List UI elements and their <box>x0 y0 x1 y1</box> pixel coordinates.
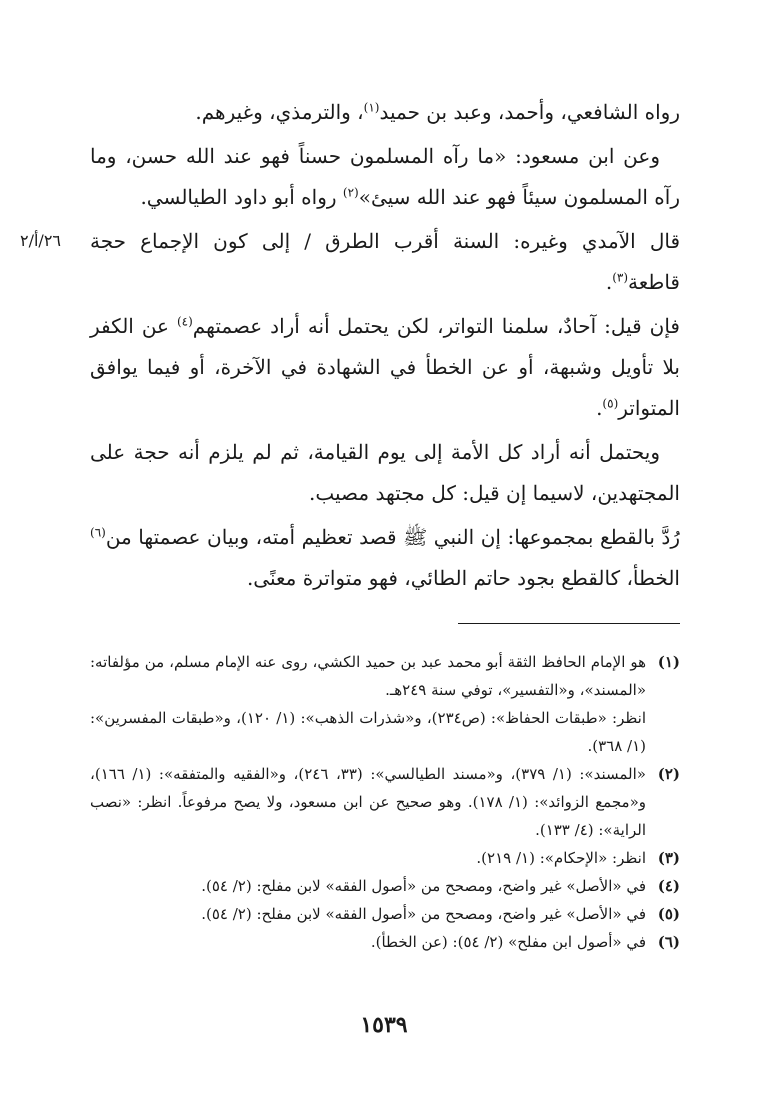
footnote-5 <box>90 900 680 928</box>
paragraph-text: ويحتمل أنه أراد كل الأمة إلى يوم القيامة، ثم لم يلزم أنه حجة على المجتهدين، لاسيما إن قيل: كل مجتهد مصيب. <box>90 440 680 505</box>
footnote-4 <box>90 872 680 900</box>
paragraph-5 <box>90 432 680 514</box>
footnote-text: هو الإمام الحافظ الثقة أبو محمد عبد بن حميد الكشي، روى عنه الإمام مسلم، من مؤلفاته: «المسند»، و«التفسير»، توفي سنة ٢٤٩هـ. <box>90 653 646 699</box>
paragraph-text: فإن قيل: آحادٌ، سلمنا التواتر، لكن يحتمل أنه أراد عصمتهم <box>192 314 680 338</box>
paragraph-text: رواه الشافعي، وأحمد، وعبد بن حميد <box>379 100 680 124</box>
footnote-text: انظر: «طبقات الحفاظ»: (ص٢٣٤)، و«شذرات الذهب»: (١/ ١٢٠)، و«طبقات المفسرين»: (١/ ٣٦٨). <box>90 709 647 755</box>
paragraph-2 <box>90 136 680 218</box>
footnote-number: (٤) <box>657 877 680 895</box>
footnote-text: في «الأصل» غير واضح، ومصحح من «أصول الفقه» لابن مفلح: (٢/ ٥٤). <box>201 905 646 923</box>
paragraph-text: قال الآمدي وغيره: السنة أقرب الطرق / إلى كون الإجماع حجة قاطعة <box>90 229 680 294</box>
footnote-text: في «أصول ابن مفلح» (٢/ ٥٤): (عن الخطأ). <box>370 933 646 951</box>
manuscript-folio-note: ٢٦/أ/٢ <box>20 231 62 250</box>
paragraph-text: وعن ابن مسعود: «ما رآه المسلمون حسناً فهو عند الله حسن، وما رآه المسلمون سيئاً فهو عند الله سيئ» <box>90 144 680 209</box>
main-text <box>90 92 680 599</box>
footnote-number: (٣) <box>657 849 680 867</box>
paragraph-1 <box>90 92 680 133</box>
footnote-ref[interactable]: (٥) <box>602 396 619 411</box>
paragraph-text: الخطأ، كالقطع بجود حاتم الطائي، فهو متواترة معنًى. <box>246 566 680 590</box>
footnote-ref[interactable]: (٤) <box>176 314 193 329</box>
footnote-2 <box>90 760 680 844</box>
footnote-1 <box>90 648 680 760</box>
paragraph-6 <box>90 517 680 599</box>
footnotes <box>90 648 680 956</box>
paragraph-text: . <box>596 396 603 420</box>
paragraph-text: عن الكفر بلا تأويل وشبهة، أو عن الخطأ في الشهادة في الآخرة، أو فيما يوافق المتواتر <box>90 314 680 420</box>
footnote-text: انظر: «الإحكام»: (١/ ٢١٩). <box>476 849 646 867</box>
footnote-3 <box>90 844 680 872</box>
footnote-ref[interactable]: (١) <box>363 100 380 115</box>
footnote-number: (٢) <box>657 765 680 783</box>
paragraph-text: رُدَّ بالقطع بمجموعها: إن النبي ﷺ قصد تعظيم أمته، وبيان عصمتها من <box>105 525 680 549</box>
footnote-text: في «الأصل» غير واضح، ومصحح من «أصول الفقه» لابن مفلح: (٢/ ٥٤). <box>201 877 646 895</box>
paragraph-text: ، والترمذي، وغيرهم. <box>195 100 364 124</box>
paragraph-text: رواه أبو داود الطيالسي. <box>140 185 343 209</box>
paragraph-4 <box>90 306 680 429</box>
footnote-6 <box>90 928 680 956</box>
footnote-ref[interactable]: (٣) <box>612 270 629 285</box>
page-number: ١٥٣٩ <box>360 1012 408 1038</box>
footnote-number: (٦) <box>657 933 680 951</box>
footnote-ref[interactable]: (٢) <box>342 185 359 200</box>
paragraph-3 <box>90 221 680 303</box>
footnote-number: (٥) <box>657 905 680 923</box>
footnote-number: (١) <box>657 653 680 671</box>
footnote-text: «المسند»: (١/ ٣٧٩)، و«مسند الطيالسي»: (٣٣، ٢٤٦)، و«الفقيه والمتفقه»: (١/ ١٦٦)، و«مجمع الزوائد»: (١/ ١٧٨). وهو صحيح عن ابن مسعود، ولا يصح مرفوعاً. انظر: «نصب الراية»: (٤/ ١٣٣). <box>90 765 646 839</box>
footnote-divider <box>458 623 680 624</box>
footnote-ref[interactable]: (٦) <box>90 525 106 540</box>
paragraph-text: . <box>605 270 613 294</box>
